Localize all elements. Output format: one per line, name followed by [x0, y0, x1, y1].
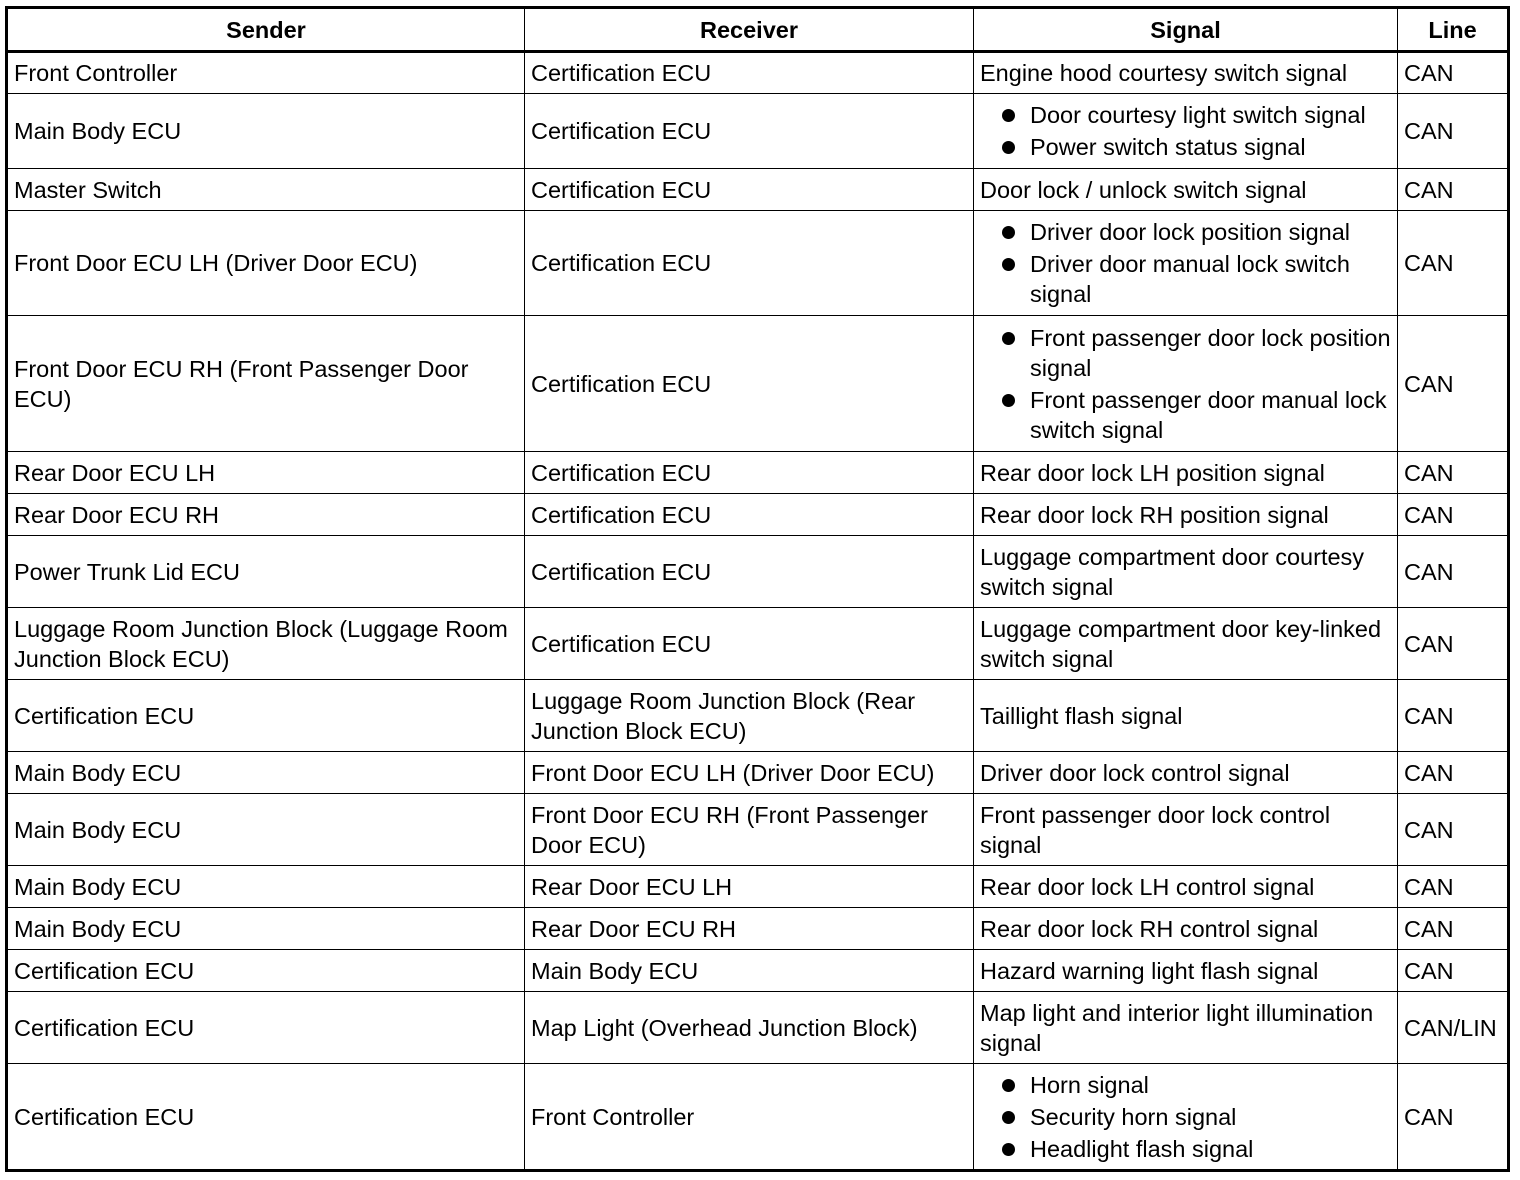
header-row — [7, 8, 1509, 52]
signal-text: Front passenger door lock control signal — [980, 801, 1331, 858]
cell-sender: Front Door ECU LH (Driver Door ECU) — [7, 211, 525, 316]
cell-signal — [974, 794, 1398, 866]
cell-signal — [974, 680, 1398, 752]
cell-receiver: Certification ECU — [525, 608, 974, 680]
signal-bullet-item: Horn signal — [980, 1070, 1391, 1100]
cell-line: CAN — [1398, 794, 1509, 866]
signal-text: Rear door lock RH position signal — [980, 501, 1329, 528]
table-row — [7, 992, 1509, 1064]
signal-bullet-item: Front passenger door manual lock switch signal — [980, 385, 1391, 445]
signal-text: Door lock / unlock switch signal — [980, 176, 1307, 203]
signal-text: Engine hood courtesy switch signal — [980, 60, 1348, 86]
cell-line: CAN — [1398, 608, 1509, 680]
table-row — [7, 52, 1509, 94]
table-row — [7, 950, 1509, 992]
header-sender: Sender — [7, 8, 525, 52]
cell-sender: Certification ECU — [7, 680, 525, 752]
table-row — [7, 169, 1509, 211]
cell-sender: Rear Door ECU LH — [7, 452, 525, 494]
cell-sender: Main Body ECU — [7, 94, 525, 169]
header-line: Line — [1398, 8, 1509, 52]
header-signal: Signal — [974, 8, 1398, 52]
table-row — [7, 536, 1509, 608]
cell-sender: Certification ECU — [7, 1064, 525, 1171]
table-header — [7, 8, 1509, 52]
cell-line: CAN — [1398, 536, 1509, 608]
cell-receiver: Certification ECU — [525, 211, 974, 316]
cell-receiver: Map Light (Overhead Junction Block) — [525, 992, 974, 1064]
cell-sender: Rear Door ECU RH — [7, 494, 525, 536]
cell-line: CAN — [1398, 866, 1509, 908]
signal-text: Luggage compartment door courtesy switch signal — [980, 543, 1365, 600]
signal-text: Rear door lock LH control signal — [980, 873, 1315, 900]
table-row — [7, 452, 1509, 494]
signal-bullet-item: Door courtesy light switch signal — [980, 100, 1391, 130]
cell-sender: Master Switch — [7, 169, 525, 211]
cell-signal — [974, 52, 1398, 94]
cell-signal — [974, 316, 1398, 452]
cell-line: CAN — [1398, 211, 1509, 316]
cell-sender: Front Door ECU RH (Front Passenger Door ECU) — [7, 316, 525, 452]
signal-text: Driver door lock control signal — [980, 759, 1290, 786]
signal-text: Rear door lock RH control signal — [980, 915, 1319, 942]
signal-bullet-list — [980, 1070, 1391, 1164]
signal-bullet-item: Driver door manual lock switch signal — [980, 249, 1391, 309]
cell-signal — [974, 494, 1398, 536]
cell-signal — [974, 94, 1398, 169]
cell-signal — [974, 169, 1398, 211]
cell-line: CAN — [1398, 752, 1509, 794]
table-row — [7, 94, 1509, 169]
cell-line: CAN — [1398, 908, 1509, 950]
signal-bullet-item: Security horn signal — [980, 1102, 1391, 1132]
table-row — [7, 211, 1509, 316]
cell-sender: Main Body ECU — [7, 794, 525, 866]
signal-text: Taillight flash signal — [980, 702, 1183, 729]
cell-signal — [974, 866, 1398, 908]
signal-text: Rear door lock LH position signal — [980, 459, 1325, 486]
cell-signal — [974, 608, 1398, 680]
table-row — [7, 866, 1509, 908]
cell-receiver: Certification ECU — [525, 52, 974, 94]
cell-receiver: Luggage Room Junction Block (Rear Junction Block ECU) — [525, 680, 974, 752]
signal-text: Hazard warning light flash signal — [980, 957, 1319, 984]
table-body — [7, 52, 1509, 1171]
signal-bullet-list — [980, 323, 1391, 445]
cell-sender: Main Body ECU — [7, 908, 525, 950]
cell-sender: Certification ECU — [7, 950, 525, 992]
cell-receiver: Main Body ECU — [525, 950, 974, 992]
cell-line: CAN — [1398, 169, 1509, 211]
cell-signal — [974, 211, 1398, 316]
table-row — [7, 608, 1509, 680]
table-row — [7, 680, 1509, 752]
cell-signal — [974, 908, 1398, 950]
cell-receiver: Front Controller — [525, 1064, 974, 1171]
cell-receiver: Rear Door ECU LH — [525, 866, 974, 908]
cell-sender: Main Body ECU — [7, 752, 525, 794]
cell-sender: Certification ECU — [7, 992, 525, 1064]
communication-table — [5, 6, 1510, 1172]
cell-line: CAN/LIN — [1398, 992, 1509, 1064]
cell-signal — [974, 452, 1398, 494]
cell-receiver: Certification ECU — [525, 169, 974, 211]
cell-line: CAN — [1398, 316, 1509, 452]
header-receiver: Receiver — [525, 8, 974, 52]
cell-line: CAN — [1398, 494, 1509, 536]
table-row — [7, 794, 1509, 866]
cell-receiver: Front Door ECU RH (Front Passenger Door ECU) — [525, 794, 974, 866]
cell-signal — [974, 1064, 1398, 1171]
signal-bullet-item: Headlight flash signal — [980, 1134, 1391, 1164]
cell-line: CAN — [1398, 950, 1509, 992]
cell-signal — [974, 752, 1398, 794]
table-row — [7, 752, 1509, 794]
table-row — [7, 316, 1509, 452]
cell-line: CAN — [1398, 452, 1509, 494]
signal-bullet-list — [980, 100, 1391, 162]
cell-receiver: Certification ECU — [525, 94, 974, 169]
signal-bullet-item: Power switch status signal — [980, 132, 1391, 162]
table-row — [7, 1064, 1509, 1171]
cell-receiver: Certification ECU — [525, 452, 974, 494]
table-row — [7, 908, 1509, 950]
cell-signal — [974, 992, 1398, 1064]
signal-bullet-item: Front passenger door lock position signal — [980, 323, 1391, 383]
cell-line: CAN — [1398, 1064, 1509, 1171]
cell-signal — [974, 536, 1398, 608]
cell-receiver: Front Door ECU LH (Driver Door ECU) — [525, 752, 974, 794]
signal-bullet-item: Driver door lock position signal — [980, 217, 1391, 247]
cell-line: CAN — [1398, 52, 1509, 94]
cell-line: CAN — [1398, 680, 1509, 752]
cell-receiver: Rear Door ECU RH — [525, 908, 974, 950]
cell-receiver: Certification ECU — [525, 536, 974, 608]
cell-signal — [974, 950, 1398, 992]
cell-line: CAN — [1398, 94, 1509, 169]
signal-text: Map light and interior light illumination signal — [980, 999, 1374, 1056]
cell-sender: Front Controller — [7, 52, 525, 94]
cell-sender: Luggage Room Junction Block (Luggage Room Junction Block ECU) — [7, 608, 525, 680]
cell-sender: Main Body ECU — [7, 866, 525, 908]
communication-table-sheet — [5, 6, 1507, 1172]
cell-receiver: Certification ECU — [525, 494, 974, 536]
table-row — [7, 494, 1509, 536]
signal-bullet-list — [980, 217, 1391, 309]
cell-receiver: Certification ECU — [525, 316, 974, 452]
cell-sender: Power Trunk Lid ECU — [7, 536, 525, 608]
signal-text: Luggage compartment door key-linked switch signal — [980, 615, 1382, 672]
